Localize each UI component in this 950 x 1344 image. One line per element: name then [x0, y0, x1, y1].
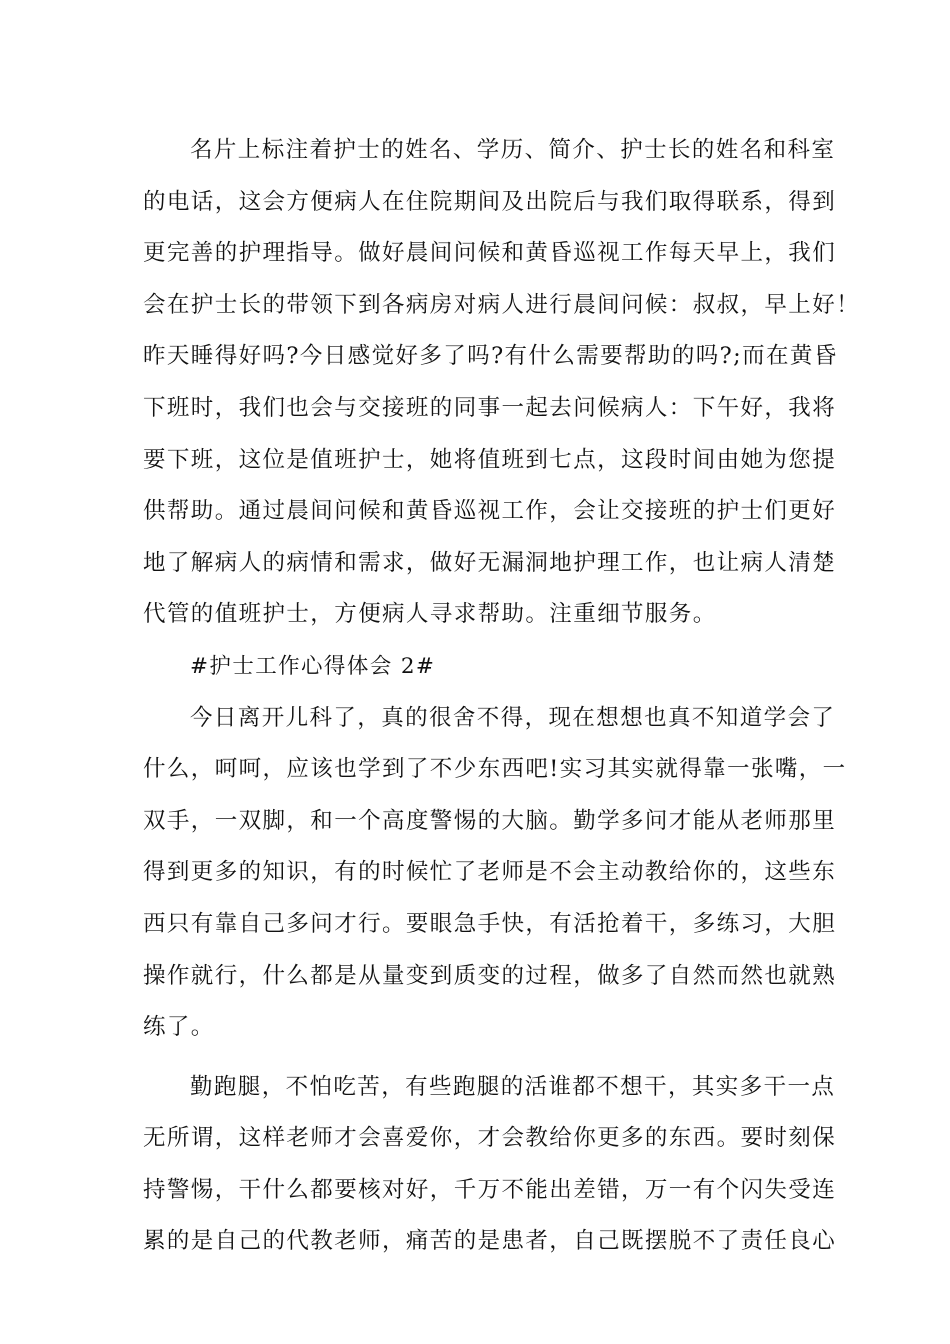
- paragraph-line: 西只有靠自己多问才行。要眼急手快，有活抢着干，多练习，大胆: [143, 910, 837, 937]
- paragraph-line: 持警惕，干什么都要核对好，千万不能出差错，万一有个闪失受连: [143, 1176, 837, 1203]
- paragraph-line: 练了。: [143, 1014, 215, 1041]
- paragraph-line: 的电话，这会方便病人在住院期间及出院后与我们取得联系，得到: [143, 188, 837, 215]
- paragraph: [143, 125, 861, 641]
- paragraph-line: 代管的值班护士，方便病人寻求帮助。注重细节服务。: [143, 601, 717, 628]
- paragraph-line: 得到更多的知识，有的时候忙了老师是不会主动教给你的，这些东: [143, 859, 837, 886]
- paragraph-line: 名片上标注着护士的姓名、学历、简介、护士长的姓名和科室: [190, 137, 836, 163]
- paragraph-line: 无所谓，这样老师才会喜爱你，才会教给你更多的东西。要时刻保: [143, 1125, 837, 1152]
- paragraph-line: 要下班，这位是值班护士，她将值班到七点，这段时间由她为您提: [143, 446, 837, 473]
- paragraph-line: 地了解病人的病情和需求，做好无漏洞地护理工作，也让病人清楚: [143, 549, 837, 576]
- paragraph-line: 勤跑腿，不怕吃苦，有些跑腿的活谁都不想干，其实多干一点: [190, 1073, 836, 1100]
- paragraph-line: 会在护士长的带领下到各病房对病人进行晨间问候：叔叔，早上好！: [143, 291, 861, 318]
- paragraph-spacer: [143, 1054, 807, 1062]
- paragraph-line: 累的是自己的代教老师，痛苦的是患者，自己既摆脱不了责任良心: [143, 1228, 837, 1255]
- document-body: [143, 125, 861, 1268]
- paragraph-line: 今日离开儿科了，真的很舍不得，现在想想也真不知道学会了: [190, 704, 836, 731]
- paragraph-line: 下班时，我们也会与交接班的同事一起去问候病人：下午好，我将: [143, 394, 837, 421]
- paragraph-line: 供帮助。通过晨间问候和黄昏巡视工作，会让交接班的护士们更好: [143, 498, 837, 525]
- paragraph-line: 双手，一双脚，和一个高度警惕的大脑。勤学多问才能从老师那里: [143, 807, 837, 834]
- paragraph-line: 操作就行，什么都是从量变到质变的过程，做多了自然而然也就熟: [143, 962, 837, 989]
- paragraph: [143, 693, 847, 1054]
- paragraph-line: 更完善的护理指导。做好晨间问候和黄昏巡视工作每天早上，我们: [143, 240, 837, 267]
- paragraph: [143, 1062, 837, 1268]
- paragraph-line: 什么，呵呵，应该也学到了不少东西吧!实习其实就得靠一张嘴，一: [143, 756, 847, 783]
- section-heading: #护士工作心得体会 2#: [190, 653, 436, 679]
- paragraph-line: 昨天睡得好吗?今日感觉好多了吗?有什么需要帮助的吗?;而在黄昏: [143, 343, 838, 370]
